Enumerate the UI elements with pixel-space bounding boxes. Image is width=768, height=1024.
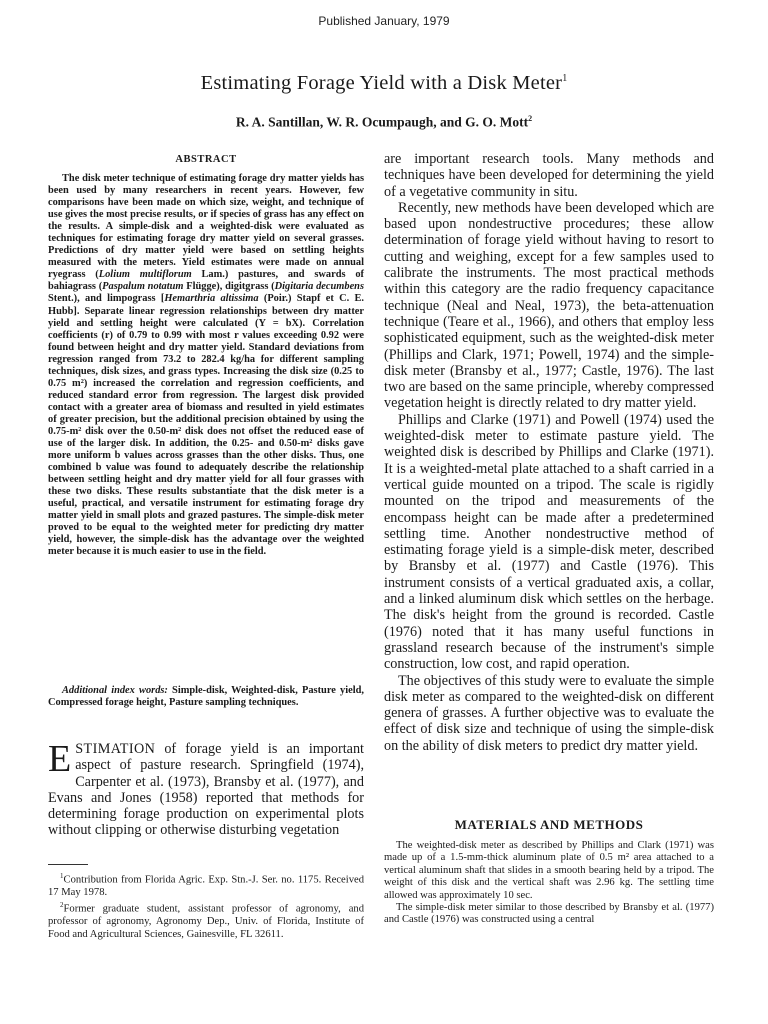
footnotes: [48, 870, 364, 941]
species-lolium: Lolium multiflorum: [98, 269, 192, 281]
abstract-text-1: The disk meter technique of estimating forage dry matter yields has been used by many researchers in recent years. However, few comparisons have been made on which size, weight, and technique of use gives the most precise results, or if species of grass has any effect on the results. A simple-disk and a weighted-disk were evaluated as techniques for estimating forage dry matter yield on several grasses. Predictions of dry matter yield were based on settling heights measured with the meters. Yield estimates were made on annual ryegrass (: [48, 173, 364, 281]
intro-continued: [384, 151, 714, 754]
abstract-text-2: Lam.) pastures, and swards of bahiagrass (: [48, 269, 364, 293]
abstract-heading: ABSTRACT: [175, 154, 237, 165]
intro-paragraph-3: The objectives of this study were to evaluate the simple disk meter as compared to the weighted-disk on different genera of grasses. A further objective was to evaluate the effect of disk size and technique of using the simple-disk on the ability of disk meters to predict dry matter yield.: [384, 672, 714, 754]
footnote-2-mark: 2: [60, 901, 64, 910]
title-footnote-mark: 1: [562, 73, 568, 85]
species-digitaria: Digitaria decumbens: [274, 281, 365, 293]
footnote-1: [48, 870, 364, 899]
index-words-text: Simple-disk, Weighted-disk, Pasture yield, Compressed forage height, Pasture sampling techniques.: [48, 685, 364, 709]
footnote-divider: [48, 864, 88, 865]
intro-text: of forage yield is an important aspect of pasture research. Springfield (1974), Carpenter et al. (1973), Bransby et al. (1977), and Evans and Jones (1958) reported that methods for determining forage production on experimental plots without clipping or otherwise disturbing vegetation: [48, 741, 364, 839]
index-words-label: Additional index words:: [62, 685, 168, 696]
published-date: Published January, 1979: [318, 14, 450, 28]
species-hemarthria: Hemarthria altissima: [164, 293, 259, 305]
species-paspalum: Paspalum notatum: [102, 281, 184, 293]
intro-first-word: STIMATION: [75, 741, 156, 757]
title-text: Estimating Forage Yield with a Disk Meter: [200, 72, 563, 94]
footnote-1-text: Contribution from Florida Agric. Exp. Stn.-J. Ser. no. 1175. Received 17 May 1978.: [48, 874, 364, 898]
methods-body: [384, 840, 714, 927]
abstract-text-3: Flügge), digitgrass (: [183, 281, 275, 293]
paper-title: [0, 72, 768, 95]
intro-paragraph-0: are important research tools. Many methods and techniques have been developed for determining the yield of a vegetative community in situ.: [384, 151, 714, 200]
authors-footnote-mark: 2: [528, 114, 533, 123]
methods-paragraph-1: The weighted-disk meter as described by Phillips and Clark (1971) was made up of a 1.5-mm-thick aluminum plate of 0.5 m² area attached to a vertical aluminum shaft that slides in a smooth bearing held by a tripod. The weight of this disk and the vertical shaft was 2.96 kg. The settling time allowed was approximately 10 sec.: [384, 840, 714, 901]
intro-paragraph-1: Recently, new methods have been developed which are based upon nondestructive procedures; these allow determination of forage yield without having to resort to cutting and weighing, except for a few samples used to calibrate the instruments. The most practical methods within this category are the radio frequency capacitance technique (Neal and Neal, 1973), the beta-attenuation technique (Teare et al., 1966), and others that employ less sophisticated equipment, such as the weighted-disk meter (Phillips and Clark, 1971; Powell, 1974) and the simple-disk meter (Bransby et al., 1977; Castle, 1976). The last two are based on the same principle, whereby compressed vegetation height is directly related to dry matter yield.: [384, 199, 714, 412]
abstract-text-5: (Poir.) Stapf et C. E. Hubb]. Separate linear regression relationships between dry matter yield and settling height were calculated (Y = bX). Correlation coefficients (r) of 0.79 to 0.99 with most r values exceeding 0.92 were found between height and dry matter yield. Standard deviations from regression ranged from 73.2 to 282.4 kg/ha for different sampling techniques, disk sizes, and grass types. Increasing the disk size (0.25 to 0.75 m²) increased the correlation and regression coefficients, and reduced standard error from regression. The largest disk provided contact with a greater area of biomass and resulted in yield estimates of greater precision, but the additional precision obtained by using the 0.75-m² disk over the 0.50-m² disk does not offset the reduced ease of use of the larger disk. In addition, the 0.25- and 0.50-m² disks gave more uniform b values across grasses than the other disks. Thus, one combined b value was found to adequately describe the relationship between settling height and dry matter yield for all four grasses with these two disks. These results substantiate that the disk meter is a useful, practical, and versatile instrument for estimating forage dry matter yield in small plots and grazed pastures. The simple-disk meter proved to be equal to the weighted meter for predicting dry matter yield, however, the simple-disk has the advantage over the weighted meter because it is much easier to use in the field.: [48, 293, 365, 558]
footnote-1-mark: 1: [60, 872, 64, 880]
abstract-text-4: Stent.), and limpograss [: [48, 293, 165, 305]
introduction: [48, 738, 364, 839]
author-list: [0, 114, 768, 131]
footnote-2-text: Former graduate student, assistant professor of agronomy, and professor of agronomy, Agronomy Dep., Univ. of Florida, Institute of Food and Agricultural Sciences, Gainesville, FL 32611.: [48, 903, 364, 940]
methods-paragraph-2: The simple-disk meter similar to those described by Bransby et al. (1977) and Castle (1976) was constructed using a central: [384, 902, 714, 926]
intro-paragraph-2: Phillips and Clarke (1971) and Powell (1974) used the weighted-disk meter to estimate pasture yield. The weighted disk is described by Phillips and Clarke (1971). It is a weighted-metal plate attached to a shaft carried in a vertical guide mounted on a tripod. The scale is rigidly mounted on the tripod and measurements of the encompass height can be made after a predetermined settling time. Another nondestructive method of estimating forage yield is a simple-disk meter, described by Bransby et al. (1977) and Castle (1976). This instrument consists of a vertical graduated axis, a collar, and a linked aluminum disk which settles on the herbage. The disk's height from the ground is recorded. Castle (1976) noted that it has many useful functions in grassland research because of the instrument's simple construction, low cost, and rapid operation.: [384, 411, 714, 673]
abstract-body: [48, 173, 364, 559]
authors-text: R. A. Santillan, W. R. Ocumpaugh, and G. O. Mott: [235, 114, 529, 130]
drop-cap: E: [48, 738, 72, 780]
index-words: [48, 685, 364, 709]
methods-heading: MATERIALS AND METHODS: [454, 817, 644, 832]
footnote-2: [48, 899, 364, 941]
